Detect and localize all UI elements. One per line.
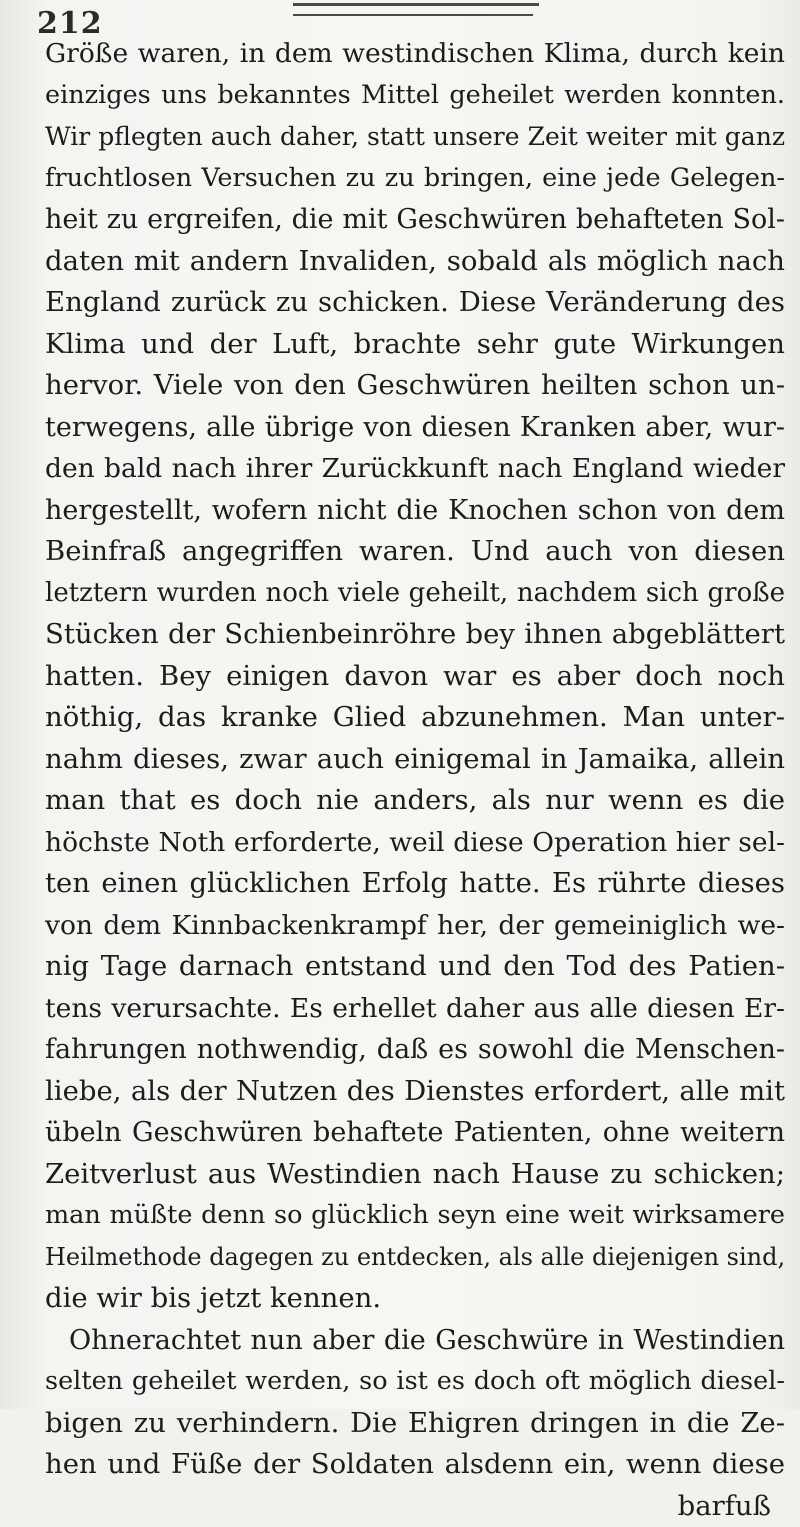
catchword: barfuß [45, 1486, 785, 1527]
text-line: liebe, als der Nutzen des Dienstes erfordert, alle mit [45, 1071, 785, 1113]
text-line: England zurück zu schicken. Diese Veränderung des [45, 282, 785, 324]
text-line: den bald nach ihrer Zurückkunft nach England wieder [45, 448, 785, 490]
text-line: selten geheilet werden, so ist es doch oft möglich diesel- [45, 1361, 785, 1403]
text-line: nahm dieses, zwar auch einigemal in Jamaika, allein [45, 739, 785, 781]
text-line: nöthig, das kranke Glied abzunehmen. Man unter- [45, 697, 785, 739]
text-line: bigen zu verhindern. Die Ehigren dringen in die Ze- [45, 1403, 785, 1445]
text-line: nig Tage darnach entstand und den Tod des Patien- [45, 946, 785, 988]
text-line: Beinfraß angegriffen waren. Und auch von diesen [45, 531, 785, 573]
header-rule-bottom [293, 14, 533, 16]
text-line: Heilmethode dagegen zu entdecken, als alle diejenigen sind, [45, 1237, 785, 1279]
text-line: fruchtlosen Versuchen zu zu bringen, eine jede Gelegen- [45, 158, 785, 200]
text-line: hatten. Bey einigen davon war es aber doch noch [45, 656, 785, 698]
text-line: ten einen glücklichen Erfolg hatte. Es rührte dieses [45, 863, 785, 905]
text-line: heit zu ergreifen, die mit Geschwüren behafteten Sol- [45, 199, 785, 241]
text-line: Zeitverlust aus Westindien nach Hause zu schicken; [45, 1154, 785, 1196]
text-line: die wir bis jetzt kennen. [45, 1278, 785, 1320]
text-line: man that es doch nie anders, als nur wenn es die [45, 780, 785, 822]
page-number: 212 [37, 6, 103, 41]
text-line: hervor. Viele von den Geschwüren heilten schon un- [45, 365, 785, 407]
body-text [45, 33, 785, 1527]
text-line: Ohnerachtet nun aber die Geschwüre in Westindien [45, 1320, 785, 1362]
header-rule-top [293, 3, 539, 6]
text-line: Größe waren, in dem westindischen Klima, durch kein [45, 33, 785, 75]
text-line: höchste Noth erforderte, weil diese Operation hier sel- [45, 822, 785, 864]
text-line: hen und Füße der Soldaten alsdenn ein, wenn diese [45, 1444, 785, 1486]
text-line: letztern wurden noch viele geheilt, nachdem sich große [45, 573, 785, 615]
text-line: fahrungen nothwendig, daß es sowohl die Menschen- [45, 1029, 785, 1071]
text-line: terwegens, alle übrige von diesen Kranken aber, wur- [45, 407, 785, 449]
text-line: übeln Geschwüren behaftete Patienten, ohne weitern [45, 1112, 785, 1154]
text-line: Klima und der Luft, brachte sehr gute Wirkungen [45, 324, 785, 366]
text-line: Stücken der Schienbeinröhre bey ihnen abgeblättert [45, 614, 785, 656]
text-line: man müßte denn so glücklich seyn eine weit wirksamere [45, 1195, 785, 1237]
text-line: Wir pflegten auch daher, statt unsere Zeit weiter mit ganz [45, 116, 785, 158]
text-line: daten mit andern Invaliden, sobald als möglich nach [45, 241, 785, 283]
text-line: von dem Kinnbackenkrampf her, der gemeiniglich we- [45, 905, 785, 947]
text-line: hergestellt, wofern nicht die Knochen schon von dem [45, 490, 785, 532]
text-line: einziges uns bekanntes Mittel geheilet werden konnten. [45, 75, 785, 117]
text-line: tens verursachte. Es erhellet daher aus alle diesen Er- [45, 988, 785, 1030]
